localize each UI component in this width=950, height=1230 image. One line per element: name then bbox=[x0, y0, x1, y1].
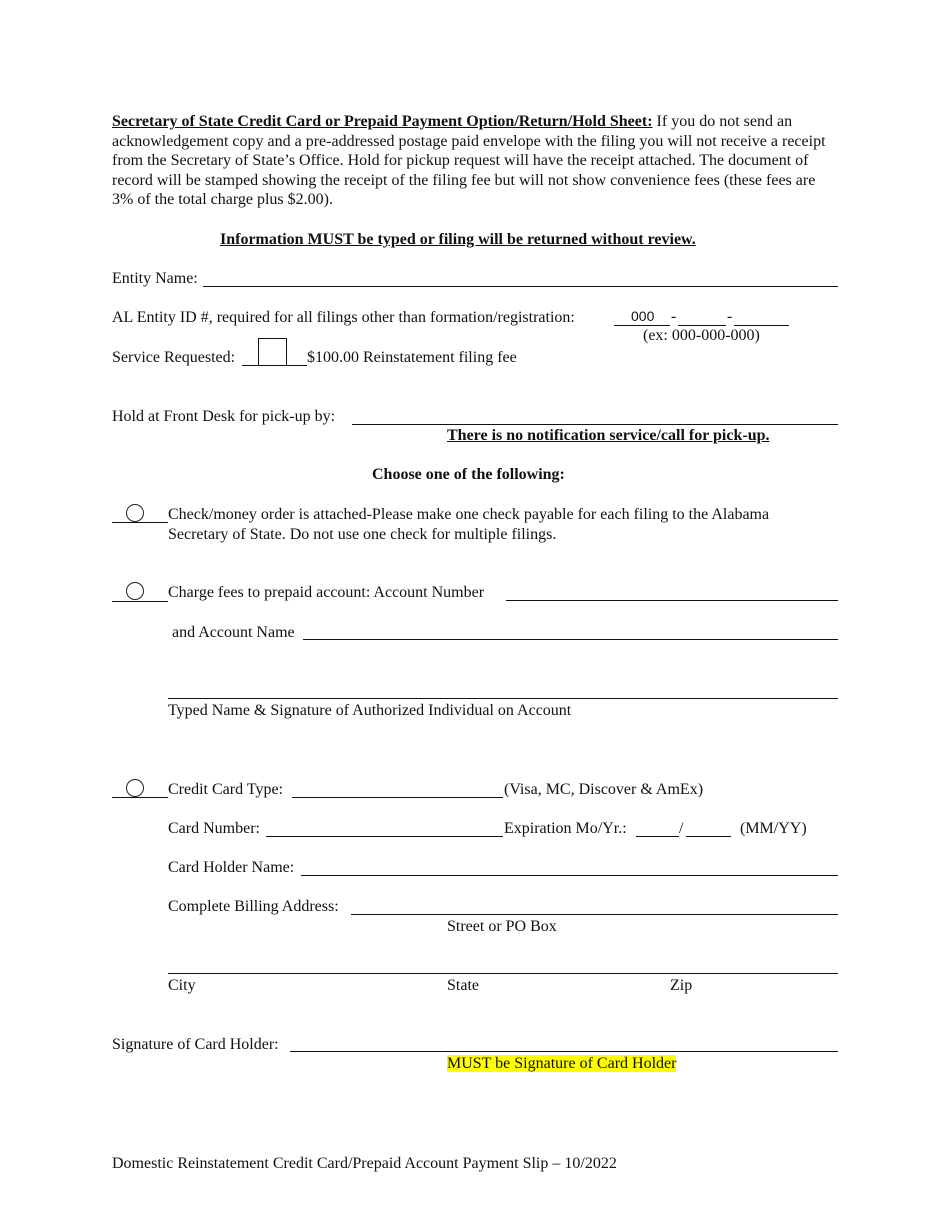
account-number-field[interactable] bbox=[506, 600, 838, 601]
service-requested-label: Service Requested: bbox=[112, 349, 236, 366]
choose-heading: Choose one of the following: bbox=[372, 466, 565, 483]
expiration-label: Expiration Mo/Yr.: bbox=[504, 820, 627, 837]
page-footer: Domestic Reinstatement Credit Card/Prepaid Account Payment Slip – 10/2022 bbox=[112, 1155, 617, 1172]
prepaid-option-underline bbox=[112, 601, 168, 602]
entity-id-dash-1: - bbox=[671, 308, 677, 325]
hold-label: Hold at Front Desk for pick-up by: bbox=[112, 408, 336, 425]
check-option-line-1: Check/money order is attached-Please make one check payable for each filing to the Alabama bbox=[168, 506, 770, 523]
entity-id-label: AL Entity ID #, required for all filings other than formation/registration: bbox=[112, 309, 575, 326]
card-holder-name-field[interactable] bbox=[301, 875, 838, 876]
billing-address-label: Complete Billing Address: bbox=[168, 898, 339, 915]
billing-city-state-zip-field[interactable] bbox=[168, 973, 838, 974]
authorized-signature-caption: Typed Name & Signature of Authorized Individual on Account bbox=[168, 702, 572, 719]
card-holder-signature-note: MUST be Signature of Card Holder bbox=[447, 1055, 677, 1072]
account-number-label: Charge fees to prepaid account: Account Number bbox=[168, 584, 485, 601]
street-caption: Street or PO Box bbox=[447, 918, 557, 935]
expiration-hint: (MM/YY) bbox=[740, 820, 807, 837]
entity-name-label: Entity Name: bbox=[112, 270, 198, 287]
card-number-label: Card Number: bbox=[168, 820, 260, 837]
entity-id-dash-2: - bbox=[727, 308, 733, 325]
credit-option-underline bbox=[112, 797, 168, 798]
typed-notice: Information MUST be typed or filing will be returned without review. bbox=[220, 231, 696, 248]
prepaid-option-radio[interactable] bbox=[126, 582, 144, 600]
check-option-radio[interactable] bbox=[126, 504, 144, 522]
credit-option-radio[interactable] bbox=[126, 779, 144, 797]
card-holder-name-label: Card Holder Name: bbox=[168, 859, 295, 876]
account-name-label: and Account Name bbox=[172, 624, 295, 641]
billing-street-field[interactable] bbox=[351, 914, 838, 915]
hold-note: There is no notification service/call for pick-up. bbox=[447, 427, 770, 444]
intro-paragraph bbox=[112, 112, 840, 210]
reinstatement-checkbox[interactable] bbox=[258, 338, 287, 366]
check-option-underline bbox=[112, 522, 168, 523]
card-holder-signature-field[interactable] bbox=[290, 1051, 838, 1052]
card-type-field[interactable] bbox=[292, 797, 503, 798]
intro-text: If you do not send an acknowledgement copy and a pre-addressed postage paid envelope with the filing you will not receive a receipt from the Secretary of State’s Office. Hold for pickup request will have the receipt attached. The document of record will be stamped showing the receipt of the filing fee but will not show convenience fees (these fees are 3% of the total charge plus $2.00). bbox=[112, 113, 826, 209]
entity-id-prefix[interactable]: 000 bbox=[631, 308, 655, 324]
zip-caption: Zip bbox=[670, 977, 693, 994]
card-holder-signature-label: Signature of Card Holder: bbox=[112, 1036, 279, 1053]
state-caption: State bbox=[447, 977, 479, 994]
city-caption: City bbox=[168, 977, 196, 994]
intro-title: Secretary of State Credit Card or Prepaid Payment Option/Return/Hold Sheet: bbox=[112, 113, 653, 130]
expiration-year-field[interactable] bbox=[686, 836, 731, 837]
card-number-field[interactable] bbox=[266, 836, 503, 837]
check-option-line-2: Secretary of State. Do not use one check for multiple filings. bbox=[168, 526, 557, 543]
entity-name-field[interactable] bbox=[203, 286, 838, 287]
card-type-label: Credit Card Type: bbox=[168, 781, 284, 798]
hold-pickup-field[interactable] bbox=[352, 424, 838, 425]
entity-id-example: (ex: 000-000-000) bbox=[643, 327, 760, 344]
account-name-field[interactable] bbox=[303, 639, 838, 640]
authorized-signature-field[interactable] bbox=[168, 698, 838, 699]
card-type-hint: (Visa, MC, Discover & AmEx) bbox=[504, 781, 704, 798]
reinstatement-fee-label: $100.00 Reinstatement filing fee bbox=[307, 349, 517, 366]
expiration-slash: / bbox=[679, 820, 684, 837]
expiration-month-field[interactable] bbox=[636, 836, 679, 837]
